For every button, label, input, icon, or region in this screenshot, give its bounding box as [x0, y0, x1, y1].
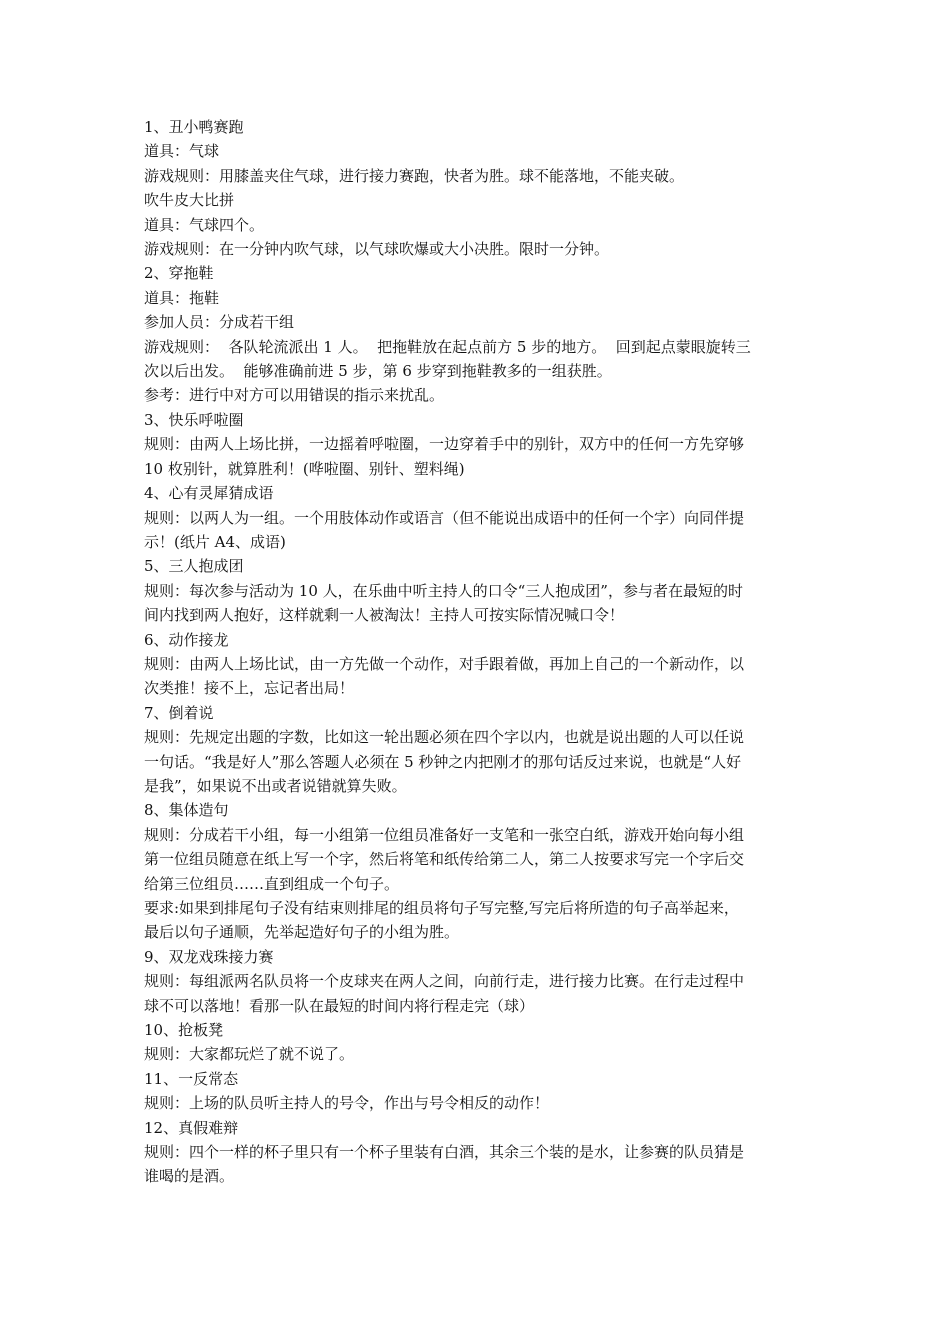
section-heading: 9、双龙戏珠接力赛 — [144, 947, 274, 966]
body-text-line: 示！(纸片 A4、成语) — [144, 532, 286, 551]
section-heading: 5、三人抱成团 — [144, 557, 244, 576]
body-text-line: 参考：进行中对方可以用错误的指示来扰乱。 — [144, 386, 445, 405]
body-text-line: 参加人员：分成若干组 — [144, 313, 295, 332]
section-heading: 4、心有灵犀猜成语 — [144, 484, 274, 503]
section-heading: 7、倒着说 — [144, 703, 214, 722]
body-text-line: 要求:如果到排尾句子没有结束则排尾的组员将句子写完整,写完后将所造的句子高举起来， — [144, 899, 739, 917]
body-text-line: 第一位组员随意在纸上写一个字，然后将笔和纸传给第二人，第二人按要求写完一个字后交 — [144, 850, 745, 869]
body-text-line: 游戏规则： 各队轮流派出 1 人。 把拖鞋放在起点前方 5 步的地方。 回到起点蒙眼旋转三 — [144, 337, 751, 356]
section-heading: 1、丑小鸭赛跑 — [144, 118, 244, 136]
body-text-line: 球不可以落地！看那一队在最短的时间内将行程走完（球） — [144, 996, 535, 1015]
body-text-line: 规则：上场的队员听主持人的号令，作出与号令相反的动作！ — [144, 1094, 550, 1113]
body-text-line: 道具：拖鞋 — [144, 288, 220, 307]
section-heading: 吹牛皮大比拼 — [144, 191, 235, 210]
body-text-line: 次类推！接不上，忘记者出局！ — [144, 679, 355, 698]
section-heading: 10、抢板凳 — [144, 1021, 224, 1040]
body-text-line: 游戏规则：用膝盖夹住气球，进行接力赛跑，快者为胜。球不能落地，不能夹破。 — [144, 166, 685, 185]
body-text-line: 一句话。“我是好人”那么答题人必须在 5 秒钟之内把刚才的那句话反过来说，也就是“人好 — [144, 752, 742, 771]
body-text-line: 规则：由两人上场比拼，一边摇着呼啦圈，一边穿着手中的别针，双方中的任何一方先穿够 — [144, 435, 745, 454]
section-heading: 11、一反常态 — [144, 1069, 239, 1088]
body-text-line: 游戏规则：在一分钟内吹气球，以气球吹爆或大小决胜。限时一分钟。 — [144, 240, 610, 259]
body-text-line: 10 枚别针，就算胜利！(哗啦圈、别针、塑料绳) — [144, 459, 465, 478]
body-text-line: 间内找到两人抱好，这样就剩一人被淘汰！主持人可按实际情况喊口令！ — [144, 606, 625, 625]
body-text-line: 规则：先规定出题的字数，比如这一轮出题必须在四个字以内，也就是说出题的人可以任说 — [144, 728, 745, 747]
body-text-line: 规则：分成若干小组，每一小组第一位组员准备好一支笔和一张空白纸，游戏开始向每小组 — [144, 825, 745, 844]
body-text-line: 规则：四个一样的杯子里只有一个杯子里装有白酒，其余三个装的是水，让参赛的队员猜是 — [144, 1143, 745, 1162]
body-text-line: 规则：由两人上场比试，由一方先做一个动作，对手跟着做，再加上自己的一个新动作，以 — [144, 654, 745, 673]
section-heading: 2、穿拖鞋 — [144, 264, 214, 283]
section-heading: 8、集体造句 — [144, 801, 229, 820]
body-text-line: 道具：气球四个。 — [144, 215, 265, 234]
body-text-line: 规则：大家都玩烂了就不说了。 — [144, 1045, 355, 1064]
document-body — [144, 115, 810, 1189]
section-heading: 12、真假难辩 — [144, 1118, 239, 1137]
body-text-line: 是我”，如果说不出或者说错就算失败。 — [144, 776, 407, 795]
body-text-line: 规则：以两人为一组。一个用肢体动作或语言（但不能说出成语中的任何一个字）向同伴提 — [144, 508, 745, 527]
section-heading: 3、快乐呼啦圈 — [144, 410, 244, 429]
body-text-line: 规则：每次参与活动为 10 人，在乐曲中听主持人的口令“三人抱成团”，参与者在最短的时 — [144, 581, 743, 600]
body-text-line: 最后以句子通顺，先举起造好句子的小组为胜。 — [144, 923, 460, 942]
body-text-line: 规则：每组派两名队员将一个皮球夹在两人之间，向前行走，进行接力比赛。在行走过程中 — [144, 972, 745, 991]
body-text-line: 次以后出发。 能够准确前进 5 步，第 6 步穿到拖鞋教多的一组获胜。 — [144, 362, 612, 381]
body-text-line: 道具：气球 — [144, 142, 220, 161]
body-text-line: 谁喝的是酒。 — [144, 1167, 235, 1186]
body-text-line: 给第三位组员……直到组成一个句子。 — [144, 874, 400, 893]
section-heading: 6、动作接龙 — [144, 630, 229, 649]
